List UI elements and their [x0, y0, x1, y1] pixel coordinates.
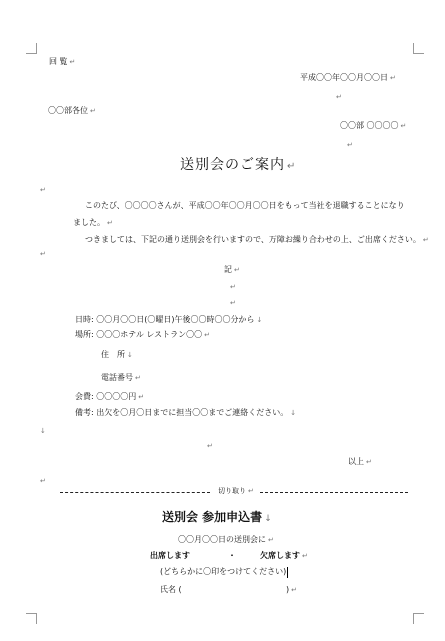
paragraph-mark: ↵ — [207, 442, 213, 450]
form-instruction: (どちらかに〇印をつけてください) — [160, 567, 287, 576]
crop-mark-top-left — [26, 43, 37, 54]
detail-address: 住 所 ↓ — [101, 350, 133, 359]
crop-mark-bottom-left — [26, 613, 37, 624]
date-line: 平成〇〇年〇〇月〇〇日 ↵ — [300, 73, 396, 82]
paragraph-mark: ↵ — [40, 186, 46, 194]
detail-place: 場所: 〇〇〇ホテル レストラン〇〇 ↵ — [75, 330, 211, 339]
detail-note: 備考: 出欠を〇月〇日までに担当〇〇までご連絡ください。 ↓ — [75, 408, 297, 417]
detail-datetime: 日時: 〇〇月〇〇日(〇曜日)午後〇〇時〇〇分から ↓ — [75, 315, 263, 324]
sender-line: 〇〇部 〇〇〇〇 ↵ — [340, 121, 407, 130]
body-paragraph-line-1: このたび、〇〇〇〇さんが、平成〇〇年〇〇月〇〇日をもって当社を退職することになり — [85, 201, 405, 210]
circulation-label: 回 覧 ↵ — [49, 57, 76, 66]
attend-option[interactable]: 出席します — [150, 551, 190, 560]
text-cursor — [287, 567, 288, 578]
form-title: 送別会 参加申込書 ↓ — [162, 510, 272, 524]
detail-fee: 会費: 〇〇〇〇円 ↵ — [75, 392, 145, 401]
body-paragraph-line-3: つきましては、下記の通り送別会を行いますので、万障お繰り合わせの上、ご出席ください。 ↵ — [85, 235, 429, 244]
line-break-mark: ↓ — [40, 427, 46, 435]
paragraph-mark: ↵ — [40, 477, 46, 485]
recipient-line: 〇〇部各位 ↵ — [48, 106, 96, 115]
ki-heading: 記 ↵ — [224, 265, 240, 274]
crop-mark-bottom-right — [413, 613, 424, 624]
detail-phone: 電話番号 ↵ — [101, 373, 141, 382]
cut-line-right — [260, 492, 408, 493]
body-paragraph-line-2: ました。 ↵ — [73, 218, 113, 227]
paragraph-mark: ↵ — [40, 250, 46, 258]
name-field-close: ) ↵ — [286, 585, 297, 594]
name-field[interactable]: 氏名 ( — [160, 585, 182, 594]
option-separator: ・ — [228, 551, 236, 560]
form-line-1: 〇〇月〇〇日の送別会に ↵ — [178, 535, 274, 544]
absent-option[interactable]: 欠席します ↵ — [260, 551, 308, 560]
paragraph-mark: ↵ — [230, 283, 236, 291]
page-title: 送別会のご案内 ↵ — [180, 157, 297, 173]
paragraph-mark: ↵ — [230, 299, 236, 307]
crop-mark-top-right — [413, 43, 424, 54]
cut-line-label: 切り取り ↵ — [218, 487, 254, 495]
closing-ijou: 以上 ↵ — [348, 457, 372, 466]
paragraph-mark: ↵ — [336, 93, 342, 101]
cut-line-left — [60, 492, 210, 493]
paragraph-mark: ↵ — [347, 141, 353, 149]
